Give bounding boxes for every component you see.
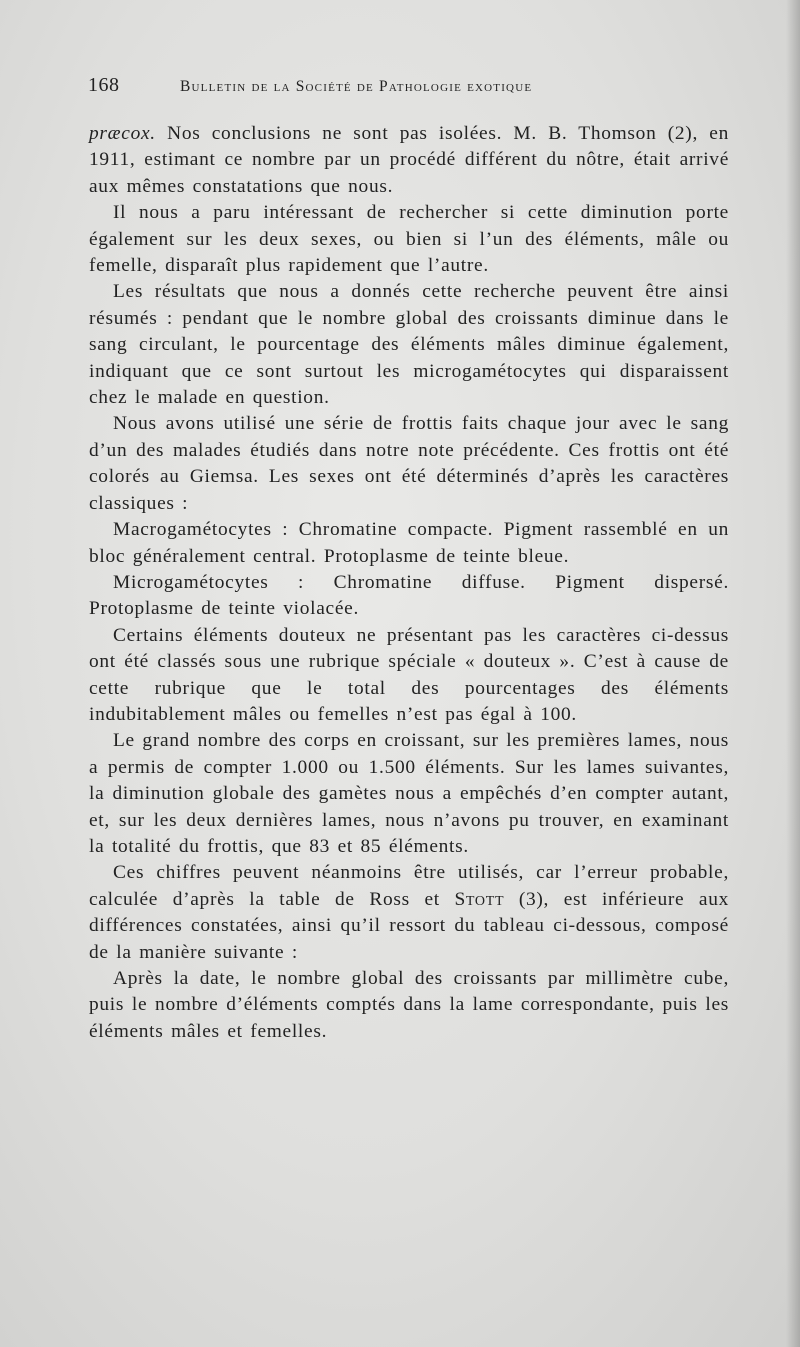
paragraph-9-text-a: Ces chiffres peuvent néanmoins être utilisés, car l’erreur probable, calculée d’après la table de Ross et [89, 862, 729, 910]
running-head [88, 74, 648, 104]
paragraph-9 [89, 860, 729, 966]
paragraph-2: Il nous a paru intéressant de rechercher si cette diminution porte également sur les deux sexes, ou bien si l’un des éléments, mâle ou femelle, disparaît plus rapidement que l’autre. [89, 202, 729, 277]
species-name: præcox. [89, 123, 156, 144]
paragraph-8: Le grand nombre des corps en croissant, sur les premières lames, nous a permis de compter 1.000 ou 1.500 éléments. Sur les lames suivantes, la diminution globale des gamètes nous a empêchés d’en compter autant, et, sur les deux dernières lames, nous n’avons pu trouver, en examinant la totalité du frottis, que 83 et 85 éléments. [89, 730, 729, 857]
paragraph-3: Les résultats que nous a donnés cette recherche peuvent être ainsi résumés : pendant que le nombre global des croissants diminue dans le sang circulant, le pourcentage des éléments mâles diminue également, indiquant que ce sont surtout les microgamétocytes qui disparaissent chez le malade en question. [89, 281, 729, 409]
paragraph-4: Nous avons utilisé une série de frottis faits chaque jour avec le sang d’un des malades étudiés dans notre note précédente. Ces frottis ont été colorés au Giemsa. Les sexes ont été déterminés d’après les caractères classiques : [89, 413, 729, 514]
paragraph-7: Certains éléments douteux ne présentant pas les caractères ci-dessus ont été classés sous une rubrique spéciale « douteux ». C’est à cause de cette rubrique que le total des pourcentages des éléments indubitablement mâles ou femelles n’est pas égal à 100. [89, 624, 729, 725]
paragraph-6: Microgamétocytes : Chromatine diffuse. Pigment dispersé. Protoplasme de teinte violacée. [89, 571, 729, 620]
page-number: 168 [88, 74, 120, 96]
paragraph-10: Après la date, le nombre global des croissants par millimètre cube, puis le nombre d’éléments comptés dans la lame correspondante, puis les éléments mâles et femelles. [89, 968, 729, 1042]
journal-title: Bulletin de la Société de Pathologie exotique [180, 78, 533, 95]
paragraph-1-text: Nos conclusions ne sont pas isolées. M. B. Thomson (2), en 1911, estimant ce nombre par un procédé différent du nôtre, était arrivé aux mêmes constatations que nous. [89, 123, 729, 197]
paragraph-5: Macrogamétocytes : Chromatine compacte. Pigment rassemblé en un bloc généralement central. Protoplasme de teinte bleue. [89, 519, 729, 567]
body-text [89, 121, 729, 1045]
author-name-stott: Stott [454, 888, 505, 910]
paragraph-9-text-b: (3), est inférieure aux différences constatées, ainsi qu’il ressort du tableau ci-dessous, composé de la manière suivante : [89, 888, 729, 963]
paragraph-1 [89, 121, 729, 200]
